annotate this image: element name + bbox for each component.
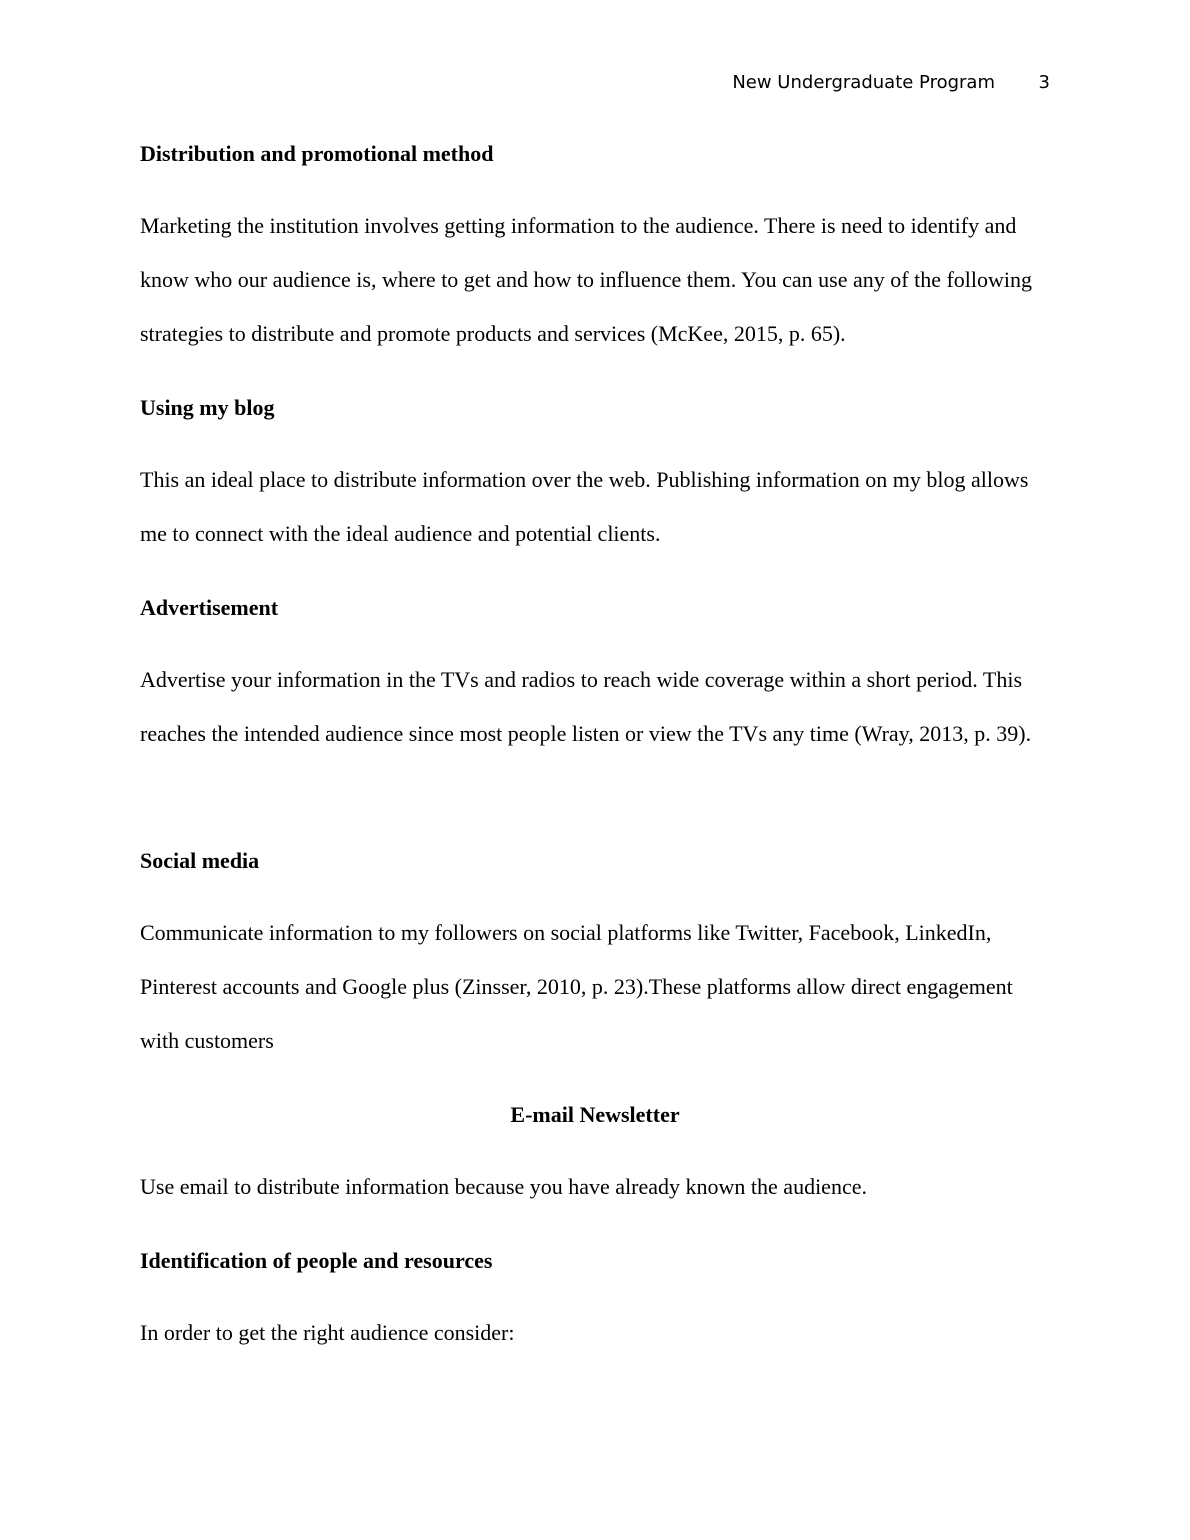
section-heading-blog: Using my blog (140, 395, 275, 420)
paragraph-text: Marketing the institution involves getting information to the audience. There is need to identify and know who our audience is, where to get and how to influence them. You can use any of the following strategies to distribute and promote products and services (McKee, 2015, p. 65). (140, 213, 1033, 346)
section-paragraph-social-media (140, 906, 1050, 1068)
paragraph-text: Advertise your information in the TVs and radios to reach wide coverage within a short period. This reaches the intended audience since most people listen or view the TVs any time (Wray, 2013, p. 39). (140, 667, 1032, 746)
section-heading-social-media: Social media (140, 848, 260, 873)
paragraph-text: Use email to distribute information because you have already known the audience. (140, 1174, 867, 1199)
paragraph-text: This an ideal place to distribute information over the web. Publishing information on my blog allows me to connect with the ideal audience and potential clients. (140, 467, 1029, 546)
paragraph-text: In order to get the right audience consider: (140, 1320, 515, 1345)
section-paragraph-advertisement (140, 653, 1050, 761)
section-paragraph-distribution (140, 199, 1050, 361)
section-paragraph-email-newsletter (140, 1160, 1050, 1214)
running-title: New Undergraduate Program (732, 72, 995, 93)
section-paragraph-blog (140, 453, 1050, 561)
paragraph-text: Communicate information to my followers on social platforms like Twitter, Facebook, LinkedIn, Pinterest accounts and Google plus (Zinsser, 2010, p. 23).These platforms allow direct engagement with customers (140, 920, 1013, 1053)
section-heading-advertisement: Advertisement (140, 595, 279, 620)
section-heading-distribution: Distribution and promotional method (140, 141, 494, 166)
section-paragraph-identification (140, 1306, 1050, 1360)
page-number: 3 (1038, 72, 1050, 93)
section-heading-identification: Identification of people and resources (140, 1248, 493, 1273)
section-heading-email-newsletter: E-mail Newsletter (510, 1102, 680, 1127)
